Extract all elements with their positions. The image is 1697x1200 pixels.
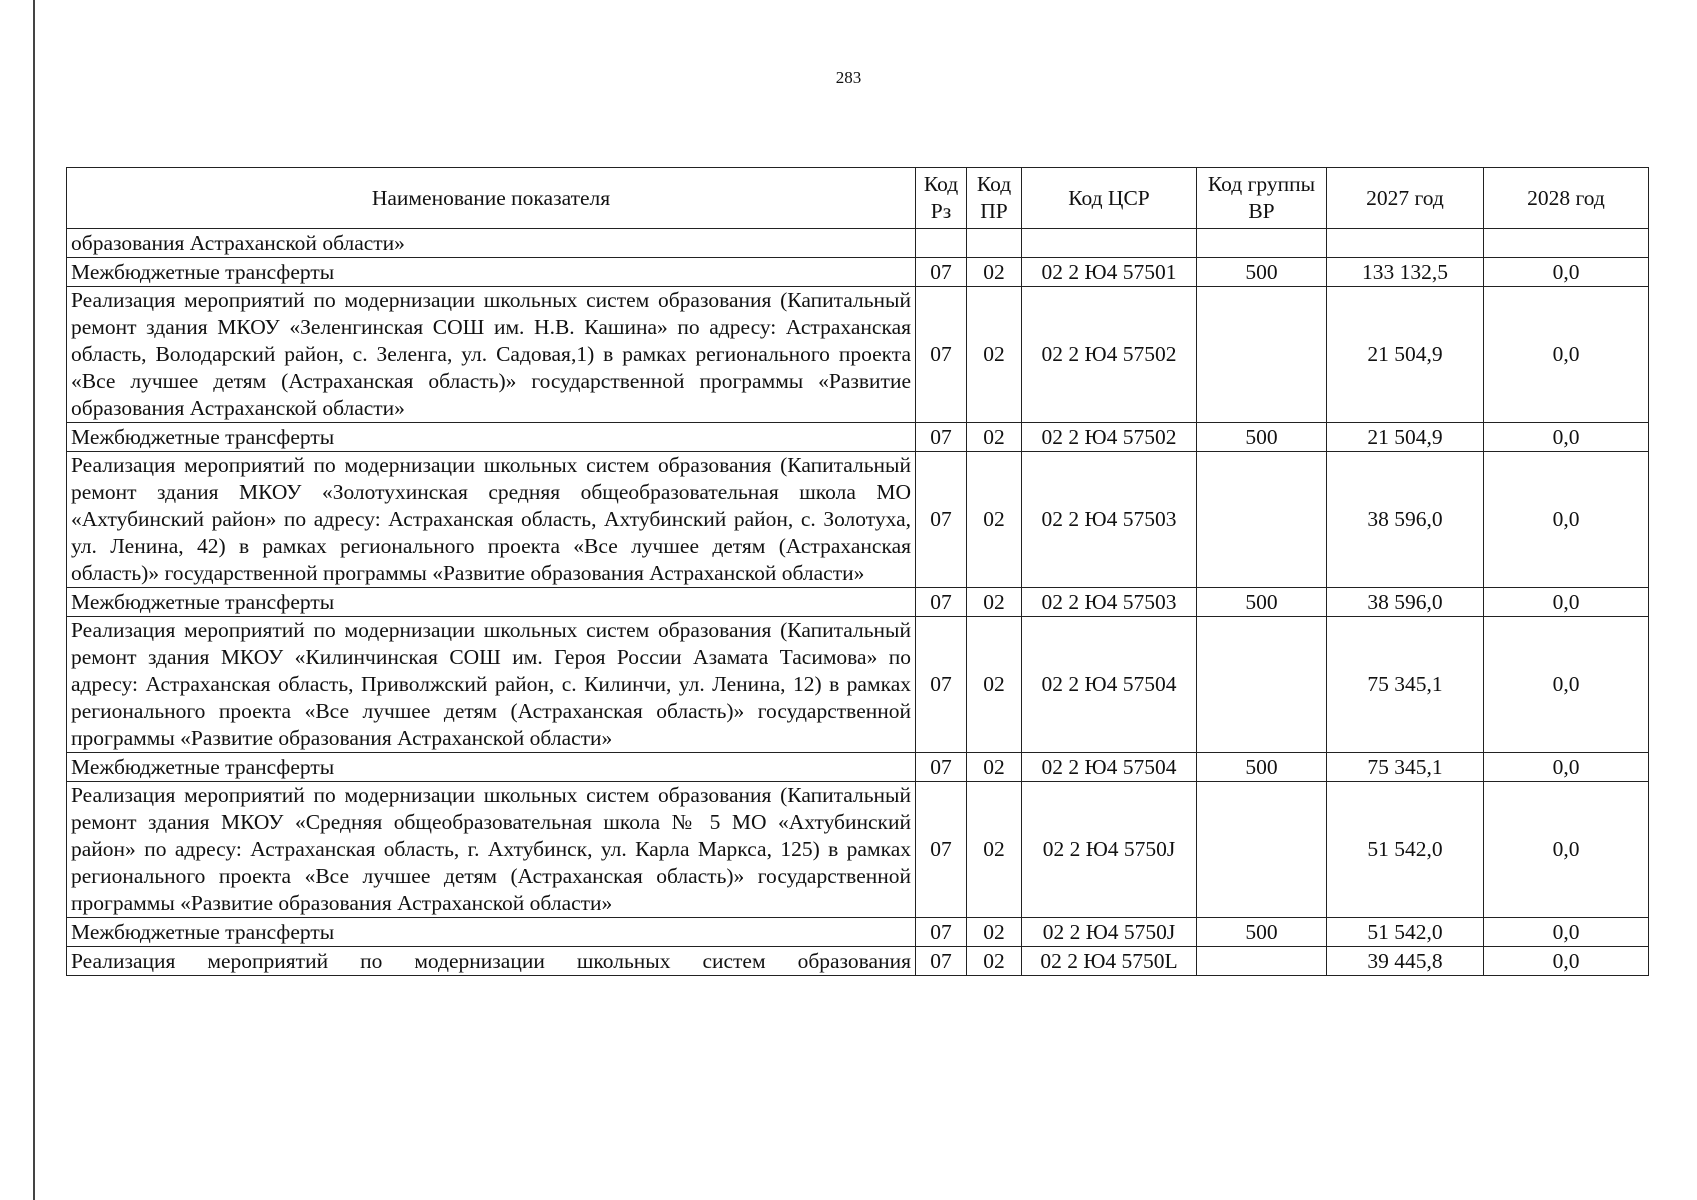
cell-vr	[1197, 782, 1327, 918]
cell-vr	[1197, 452, 1327, 588]
cell-pr	[967, 229, 1022, 258]
cell-2028: 0,0	[1484, 588, 1649, 617]
cell-csr: 02 2 Ю4 5750J	[1022, 918, 1197, 947]
cell-name: Межбюджетные трансферты	[67, 258, 916, 287]
header-2028: 2028 год	[1484, 168, 1649, 229]
cell-vr: 500	[1197, 753, 1327, 782]
cell-2027: 133 132,5	[1327, 258, 1484, 287]
table-row	[67, 229, 1649, 258]
cell-rz: 07	[916, 423, 967, 452]
cell-csr: 02 2 Ю4 57502	[1022, 287, 1197, 423]
table-row	[67, 452, 1649, 588]
cell-2027: 21 504,9	[1327, 423, 1484, 452]
cell-rz	[916, 229, 967, 258]
cell-rz: 07	[916, 753, 967, 782]
cell-name: Межбюджетные трансферты	[67, 918, 916, 947]
cell-2028: 0,0	[1484, 258, 1649, 287]
cell-pr: 02	[967, 617, 1022, 753]
cell-csr: 02 2 Ю4 57501	[1022, 258, 1197, 287]
cell-pr: 02	[967, 918, 1022, 947]
table-row	[67, 617, 1649, 753]
cell-rz: 07	[916, 452, 967, 588]
cell-name: образования Астраханской области»	[67, 229, 916, 258]
cell-csr: 02 2 Ю4 57502	[1022, 423, 1197, 452]
cell-2028: 0,0	[1484, 753, 1649, 782]
table-row	[67, 947, 1649, 976]
cell-rz: 07	[916, 782, 967, 918]
cell-csr: 02 2 Ю4 5750J	[1022, 782, 1197, 918]
cell-rz: 07	[916, 947, 967, 976]
cell-csr	[1022, 229, 1197, 258]
cell-2027: 39 445,8	[1327, 947, 1484, 976]
cell-2027: 38 596,0	[1327, 452, 1484, 588]
header-vr: Код группы ВР	[1197, 168, 1327, 229]
cell-2027: 75 345,1	[1327, 617, 1484, 753]
cell-vr	[1197, 229, 1327, 258]
header-name: Наименование показателя	[67, 168, 916, 229]
cell-rz: 07	[916, 287, 967, 423]
cell-name: Межбюджетные трансферты	[67, 753, 916, 782]
header-pr: Код ПР	[967, 168, 1022, 229]
cell-name: Реализация мероприятий по модернизации школьных систем образования (Капитальный ремонт здания МКОУ «Средняя общеобразовательная школа № 5 МО «Ахтубинский район» по адресу: Астраханская область, г. Ахтубинск, ул. Карла Маркса, 125) в рамках регионального проекта «Все лучшее детям (Астраханская область)» государственной программы «Развитие образования Астраханской области»	[67, 782, 916, 918]
cell-name: Реализация мероприятий по модернизации школьных систем образования	[67, 947, 916, 976]
header-csr: Код ЦСР	[1022, 168, 1197, 229]
cell-2027: 38 596,0	[1327, 588, 1484, 617]
cell-2027: 51 542,0	[1327, 782, 1484, 918]
cell-csr: 02 2 Ю4 57504	[1022, 617, 1197, 753]
cell-2028: 0,0	[1484, 423, 1649, 452]
table-row	[67, 782, 1649, 918]
cell-vr	[1197, 617, 1327, 753]
table-row	[67, 588, 1649, 617]
cell-pr: 02	[967, 423, 1022, 452]
cell-2027: 75 345,1	[1327, 753, 1484, 782]
table-row	[67, 423, 1649, 452]
cell-2027: 51 542,0	[1327, 918, 1484, 947]
cell-name: Реализация мероприятий по модернизации школьных систем образования (Капитальный ремонт здания МКОУ «Зеленгинская СОШ им. Н.В. Кашина» по адресу: Астраханская область, Володарский район, с. Зеленга, ул. Садовая,1) в рамках регионального проекта «Все лучшее детям (Астраханская область)» государственной программы «Развитие образования Астраханской области»	[67, 287, 916, 423]
cell-rz: 07	[916, 258, 967, 287]
cell-2028: 0,0	[1484, 782, 1649, 918]
cell-vr: 500	[1197, 918, 1327, 947]
cell-vr: 500	[1197, 588, 1327, 617]
table-row	[67, 287, 1649, 423]
cell-2027: 21 504,9	[1327, 287, 1484, 423]
cell-csr: 02 2 Ю4 57503	[1022, 588, 1197, 617]
page-number: 283	[835, 68, 862, 87]
header-rz: Код Рз	[916, 168, 967, 229]
cell-2028: 0,0	[1484, 947, 1649, 976]
cell-pr: 02	[967, 947, 1022, 976]
budget-table	[66, 167, 1649, 976]
table-row	[67, 753, 1649, 782]
table-row	[67, 918, 1649, 947]
cell-csr: 02 2 Ю4 57503	[1022, 452, 1197, 588]
cell-rz: 07	[916, 588, 967, 617]
cell-2027	[1327, 229, 1484, 258]
cell-rz: 07	[916, 617, 967, 753]
cell-pr: 02	[967, 588, 1022, 617]
cell-pr: 02	[967, 753, 1022, 782]
cell-name: Реализация мероприятий по модернизации школьных систем образования (Капитальный ремонт здания МКОУ «Золотухинская средняя общеобразовательная школа МО «Ахтубинский район» по адресу: Астраханская область, Ахтубинский район, с. Золотуха, ул. Ленина, 42) в рамках регионального проекта «Все лучшее детям (Астраханская область)» государственной программы «Развитие образования Астраханской области»	[67, 452, 916, 588]
cell-name: Межбюджетные трансферты	[67, 588, 916, 617]
table-header-row	[67, 168, 1649, 229]
cell-2028: 0,0	[1484, 617, 1649, 753]
cell-vr: 500	[1197, 258, 1327, 287]
cell-pr: 02	[967, 782, 1022, 918]
cell-pr: 02	[967, 258, 1022, 287]
binding-line	[33, 0, 35, 1200]
cell-pr: 02	[967, 287, 1022, 423]
table-row	[67, 258, 1649, 287]
cell-rz: 07	[916, 918, 967, 947]
cell-2028: 0,0	[1484, 452, 1649, 588]
cell-2028	[1484, 229, 1649, 258]
cell-2028: 0,0	[1484, 287, 1649, 423]
cell-csr: 02 2 Ю4 57504	[1022, 753, 1197, 782]
cell-csr: 02 2 Ю4 5750L	[1022, 947, 1197, 976]
header-2027: 2027 год	[1327, 168, 1484, 229]
cell-vr	[1197, 287, 1327, 423]
cell-name: Межбюджетные трансферты	[67, 423, 916, 452]
cell-vr	[1197, 947, 1327, 976]
cell-pr: 02	[967, 452, 1022, 588]
cell-vr: 500	[1197, 423, 1327, 452]
cell-2028: 0,0	[1484, 918, 1649, 947]
cell-name: Реализация мероприятий по модернизации школьных систем образования (Капитальный ремонт здания МКОУ «Килинчинская СОШ им. Героя России Азамата Тасимова» по адресу: Астраханская область, Приволжский район, с. Килинчи, ул. Ленина, 12) в рамках регионального проекта «Все лучшее детям (Астраханская область)» государственной программы «Развитие образования Астраханской области»	[67, 617, 916, 753]
